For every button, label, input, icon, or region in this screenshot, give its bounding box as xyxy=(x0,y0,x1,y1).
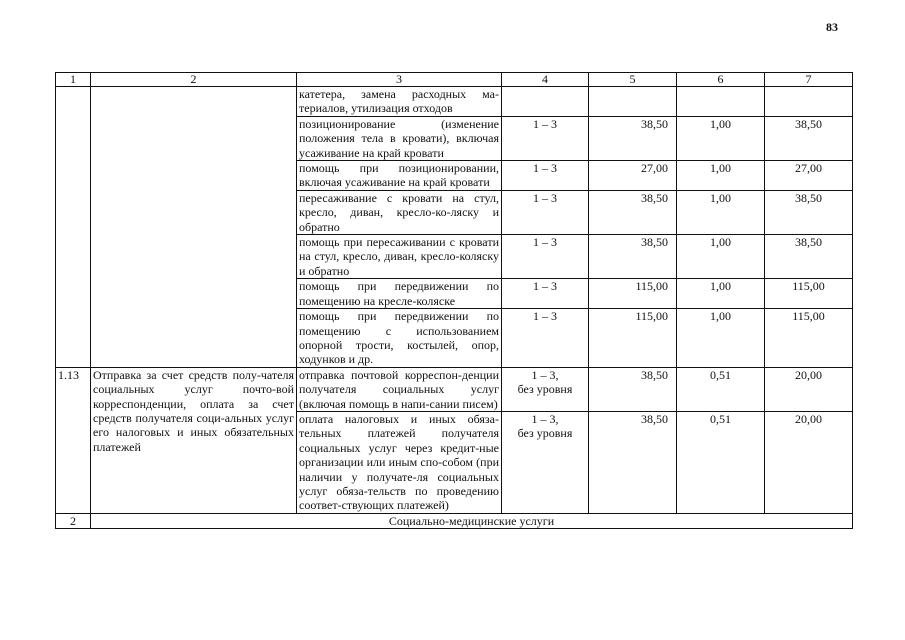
total-cell: 27,00 xyxy=(765,161,853,191)
service-group-name-cell: Отправка за счет средств полу-чателя социальных услуг почто-вой корреспонденции, оплата за счет средств получателя соци-альных услуг его налоговых и иных обязательных платежей xyxy=(91,367,297,513)
column-number: 5 xyxy=(589,73,677,87)
levels-cell: 1 – 3 xyxy=(502,190,589,234)
price-cell: 38,50 xyxy=(589,190,677,234)
service-code-cell: 1.13 xyxy=(56,367,91,513)
coefficient-cell: 1,00 xyxy=(677,116,765,160)
coefficient-cell: 0,51 xyxy=(677,367,765,411)
levels-line: без уровня xyxy=(517,382,573,397)
coefficient-cell: 1,00 xyxy=(677,279,765,309)
section-title-cell: Социально-медицинские услуги xyxy=(91,513,853,528)
levels-line: без уровня xyxy=(517,426,573,441)
column-number-header-row xyxy=(56,73,853,87)
column-number: 1 xyxy=(56,73,91,87)
service-cell: помощь при передвижении по помещению на кресле-коляске xyxy=(297,279,502,309)
price-cell: 38,50 xyxy=(589,116,677,160)
service-cell: помощь при позиционировании, включая усаживание на край кровати xyxy=(297,161,502,191)
price-cell xyxy=(589,87,677,117)
column-number: 7 xyxy=(765,73,853,87)
price-cell: 115,00 xyxy=(589,309,677,368)
levels-cell: 1 – 3 xyxy=(502,309,589,368)
service-cell: помощь при пересаживании с кровати на стул, кресло, диван, кресло-коляску и обратно xyxy=(297,235,502,279)
price-cell: 38,50 xyxy=(589,235,677,279)
section-row xyxy=(56,513,853,528)
total-cell: 38,50 xyxy=(765,235,853,279)
column-number: 2 xyxy=(91,73,297,87)
total-cell: 20,00 xyxy=(765,367,853,411)
name-cell-empty xyxy=(91,87,297,368)
service-cell: помощь при передвижении по помещению с использованием опорной трости, костылей, опор, ходунков и др. xyxy=(297,309,502,368)
levels-cell xyxy=(502,411,589,513)
total-cell: 38,50 xyxy=(765,190,853,234)
total-cell: 115,00 xyxy=(765,309,853,368)
levels-line: 1 – 3, xyxy=(531,367,559,382)
column-number: 4 xyxy=(502,73,589,87)
total-cell: 20,00 xyxy=(765,411,853,513)
coefficient-cell: 0,51 xyxy=(677,411,765,513)
price-cell: 38,50 xyxy=(589,411,677,513)
section-code-cell: 2 xyxy=(56,513,91,528)
price-cell: 115,00 xyxy=(589,279,677,309)
total-cell: 115,00 xyxy=(765,279,853,309)
levels-cell xyxy=(502,87,589,117)
coefficient-cell: 1,00 xyxy=(677,161,765,191)
code-cell-empty xyxy=(56,87,91,368)
levels-cell: 1 – 3 xyxy=(502,279,589,309)
levels-cell: 1 – 3 xyxy=(502,235,589,279)
total-cell xyxy=(765,87,853,117)
price-cell: 38,50 xyxy=(589,367,677,411)
column-number: 3 xyxy=(297,73,502,87)
column-number: 6 xyxy=(677,73,765,87)
coefficient-cell: 1,00 xyxy=(677,309,765,368)
total-cell: 38,50 xyxy=(765,116,853,160)
levels-cell: 1 – 3 xyxy=(502,161,589,191)
levels-line: 1 – 3, xyxy=(531,411,559,426)
tariff-table xyxy=(55,72,853,529)
page-number: 83 xyxy=(826,20,838,34)
coefficient-cell: 1,00 xyxy=(677,190,765,234)
service-cell: отправка почтовой корреспон-денции получателя социальных услуг (включая помощь в напи-сании писем) xyxy=(297,367,502,411)
price-cell: 27,00 xyxy=(589,161,677,191)
service-cell: оплата налоговых и иных обяза-тельных платежей получателя социальных услуг через кредит-ные организации или иным спо-собом (при наличии у получате-ля социальных услуг обяза-тельств по проведению соответ-ствующих платежей) xyxy=(297,411,502,513)
table-row xyxy=(56,87,853,117)
coefficient-cell xyxy=(677,87,765,117)
levels-cell xyxy=(502,367,589,411)
levels-cell: 1 – 3 xyxy=(502,116,589,160)
service-cell: позиционирование (изменение положения тела в кровати), включая усаживание на край кровати xyxy=(297,116,502,160)
service-cell: катетера, замена расходных ма-териалов, утилизация отходов xyxy=(297,87,502,117)
table-row xyxy=(56,367,853,411)
service-cell: пересаживание с кровати на стул, кресло, диван, кресло-ко-ляску и обратно xyxy=(297,190,502,234)
coefficient-cell: 1,00 xyxy=(677,235,765,279)
